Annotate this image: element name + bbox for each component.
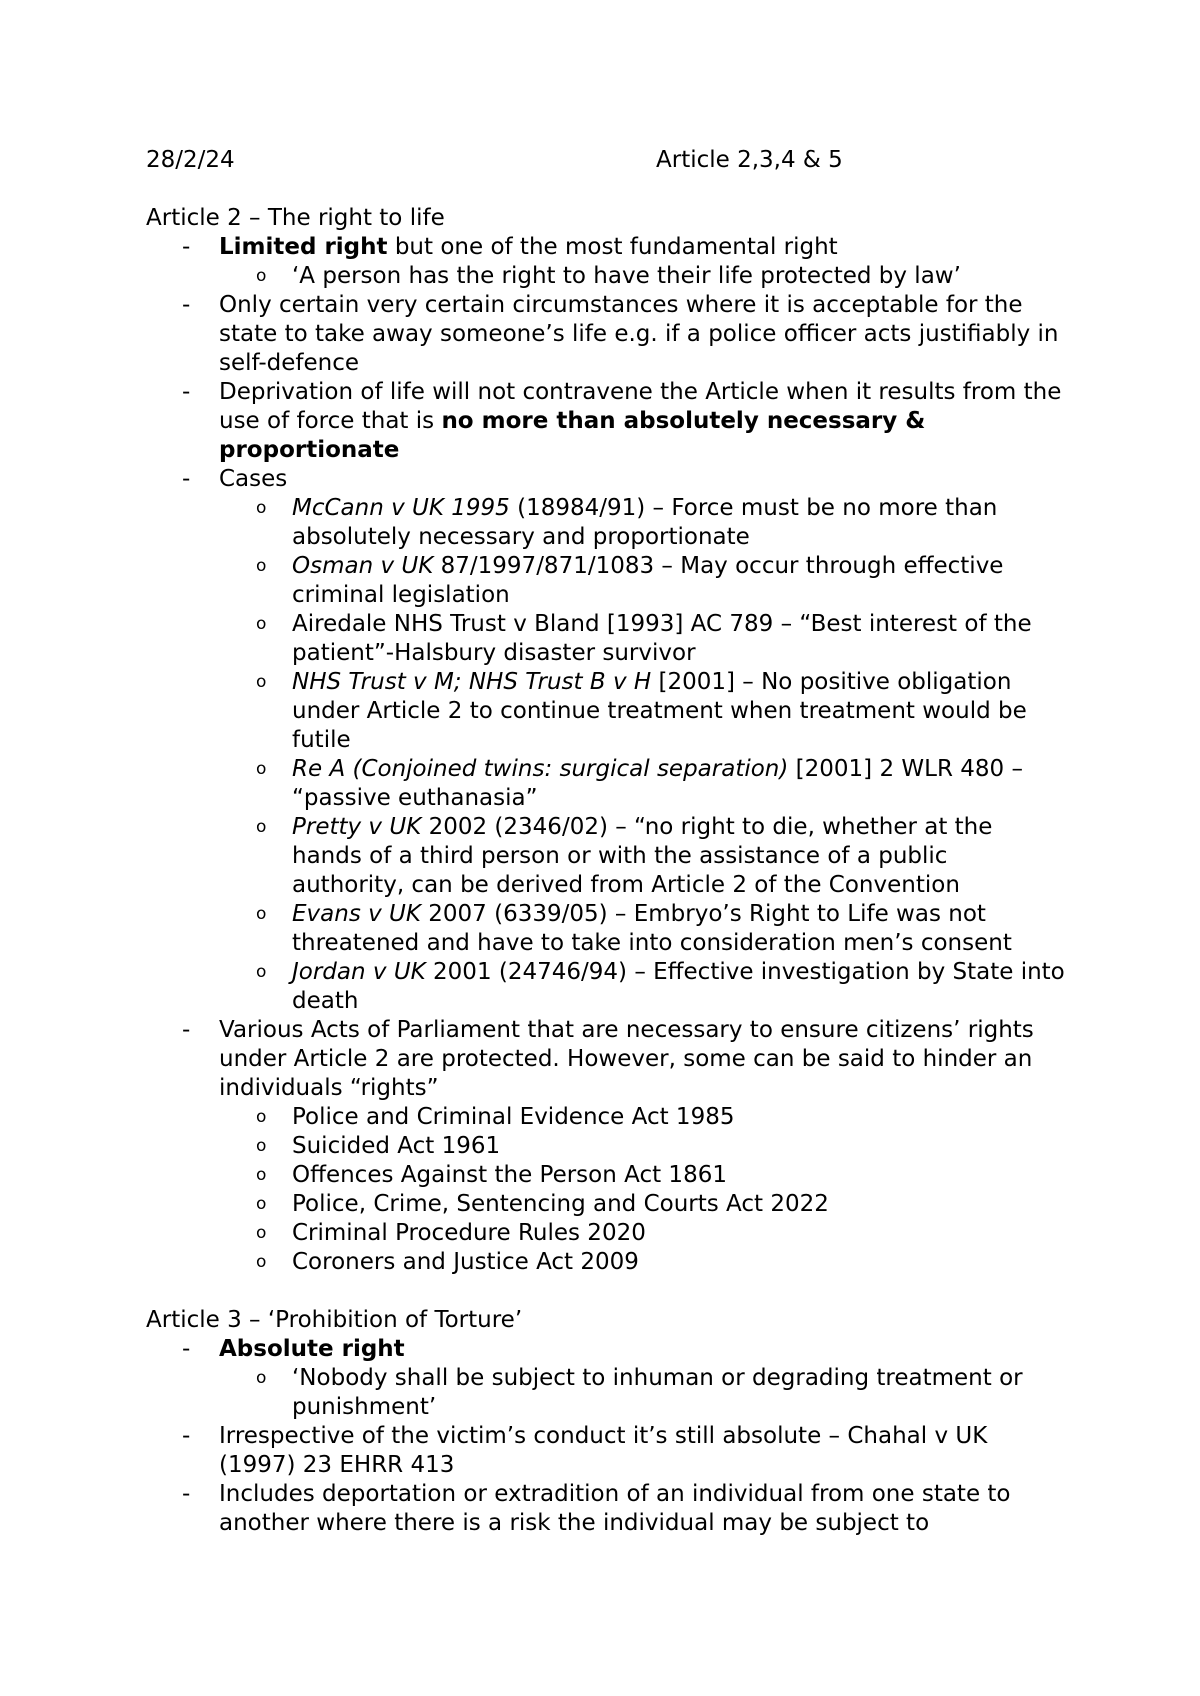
circle-bullet: o (256, 498, 267, 518)
case-item (146, 900, 1066, 958)
dash-bullet: - (182, 1481, 191, 1507)
act-item (146, 1219, 1066, 1248)
document-page (146, 146, 1066, 1538)
case-detail: 2002 (2346/02) – “no right to die, whether at the hands of a third person or with the assistance of a public authority, can be derived from Article 2 of the Convention (292, 814, 993, 898)
circle-bullet: o (256, 817, 267, 837)
case-name: Jordan v UK (292, 959, 426, 985)
circle-bullet: o (256, 759, 267, 779)
case-detail: [2001] 2 WLR 480 – “passive euthanasia” (292, 756, 1023, 811)
circle-bullet: o (256, 1136, 267, 1156)
article2-heading: Article 2 – The right to life (146, 205, 445, 231)
list-item (146, 1335, 1066, 1364)
case-detail: 2007 (6339/05) – Embryo’s Right to Life was not threatened and have to take into consideration men’s consent (292, 901, 1012, 956)
case-name: McCann v UK 1995 (292, 495, 510, 521)
case-item (146, 958, 1066, 1016)
case-detail: [2001] – No positive obligation under Article 2 to continue treatment when treatment would be futile (292, 669, 1027, 753)
limited-right-bold: Limited right (219, 234, 388, 260)
list-item (146, 1016, 1066, 1103)
act-name: Police and Criminal Evidence Act 1985 (292, 1104, 735, 1130)
sub-list-item (146, 1364, 1066, 1422)
act-name: Coroners and Justice Act 2009 (292, 1249, 639, 1275)
dash-bullet: - (182, 1017, 191, 1043)
sub-list-item (146, 262, 1066, 291)
dash-bullet: - (182, 234, 191, 260)
circle-bullet: o (256, 266, 267, 286)
circle-bullet: o (256, 1368, 267, 1388)
circle-bullet: o (256, 1107, 267, 1127)
sub-list-item-text: ‘Nobody shall be subject to inhuman or degrading treatment or punishment’ (292, 1365, 1023, 1420)
act-item (146, 1161, 1066, 1190)
circle-bullet: o (256, 1194, 267, 1214)
case-detail: 87/1997/871/1083 – May occur through effective criminal legislation (292, 553, 1004, 608)
dash-bullet: - (182, 466, 191, 492)
case-name: Evans v UK (292, 901, 421, 927)
list-item (146, 1480, 1066, 1538)
header-title: Article 2,3,4 & 5 (656, 147, 843, 173)
case-name: Pretty v UK (292, 814, 422, 840)
circle-bullet: o (256, 962, 267, 982)
act-item (146, 1190, 1066, 1219)
dash-bullet: - (182, 1336, 191, 1362)
case-name: NHS Trust v M; NHS Trust B v H (292, 669, 652, 695)
list-item-text: but one of the most fundamental right (387, 234, 838, 260)
list-item (146, 465, 1066, 494)
case-item (146, 494, 1066, 552)
case-detail: Airedale NHS Trust v Bland [1993] AC 789 – “Best interest of the patient”-Halsbury disaster survivor (292, 611, 1032, 666)
case-detail: (18984/91) – Force must be no more than absolutely necessary and proportionate (292, 495, 998, 550)
list-item-text: Cases (219, 466, 288, 492)
list-item (146, 1422, 1066, 1480)
section-spacer (146, 1277, 1066, 1306)
case-name: Re A (Conjoined twins: surgical separation) (292, 756, 789, 782)
necessary-proportionate-bold: no more than absolutely necessary & proportionate (219, 408, 926, 463)
act-name: Offences Against the Person Act 1861 (292, 1162, 727, 1188)
act-name: Police, Crime, Sentencing and Courts Act 2022 (292, 1191, 829, 1217)
case-item (146, 552, 1066, 610)
case-detail: 2001 (24746/94) – Effective investigation by State into death (292, 959, 1065, 1014)
case-item (146, 668, 1066, 755)
article3-heading: Article 3 – ‘Prohibition of Torture’ (146, 1307, 523, 1333)
case-item (146, 813, 1066, 900)
dash-bullet: - (182, 1423, 191, 1449)
circle-bullet: o (256, 672, 267, 692)
list-item (146, 233, 1066, 262)
circle-bullet: o (256, 1223, 267, 1243)
case-item (146, 610, 1066, 668)
list-item-text: Various Acts of Parliament that are necessary to ensure citizens’ rights under Article 2 are protected. However, some can be said to hinder an individuals “rights” (219, 1017, 1034, 1101)
dash-bullet: - (182, 379, 191, 405)
list-item-text: Includes deportation or extradition of an individual from one state to another where there is a risk the individual may be subject to (219, 1481, 1011, 1536)
circle-bullet: o (256, 1165, 267, 1185)
case-item (146, 755, 1066, 813)
list-item-text: Irrespective of the victim’s conduct it’s still absolute – Chahal v UK (1997) 23 EHRR 413 (219, 1423, 988, 1478)
circle-bullet: o (256, 614, 267, 634)
list-item-text: Only certain very certain circumstances where it is acceptable for the state to take away someone’s life e.g. if a police officer acts justifiably in self-defence (219, 292, 1059, 376)
act-item (146, 1248, 1066, 1277)
act-item (146, 1132, 1066, 1161)
circle-bullet: o (256, 904, 267, 924)
act-name: Criminal Procedure Rules 2020 (292, 1220, 646, 1246)
absolute-right-bold: Absolute right (219, 1336, 405, 1362)
header-date: 28/2/24 (146, 147, 235, 173)
list-item (146, 378, 1066, 465)
sub-list-item-text: ‘A person has the right to have their life protected by law’ (292, 263, 961, 289)
circle-bullet: o (256, 1252, 267, 1272)
dash-bullet: - (182, 292, 191, 318)
document-header (146, 146, 1066, 175)
case-name: Osman v UK (292, 553, 434, 579)
circle-bullet: o (256, 556, 267, 576)
list-item (146, 291, 1066, 378)
act-name: Suicided Act 1961 (292, 1133, 501, 1159)
list-item-text: Deprivation of life will not contravene the Article when it results from the use of force that is (219, 379, 1062, 434)
act-item (146, 1103, 1066, 1132)
